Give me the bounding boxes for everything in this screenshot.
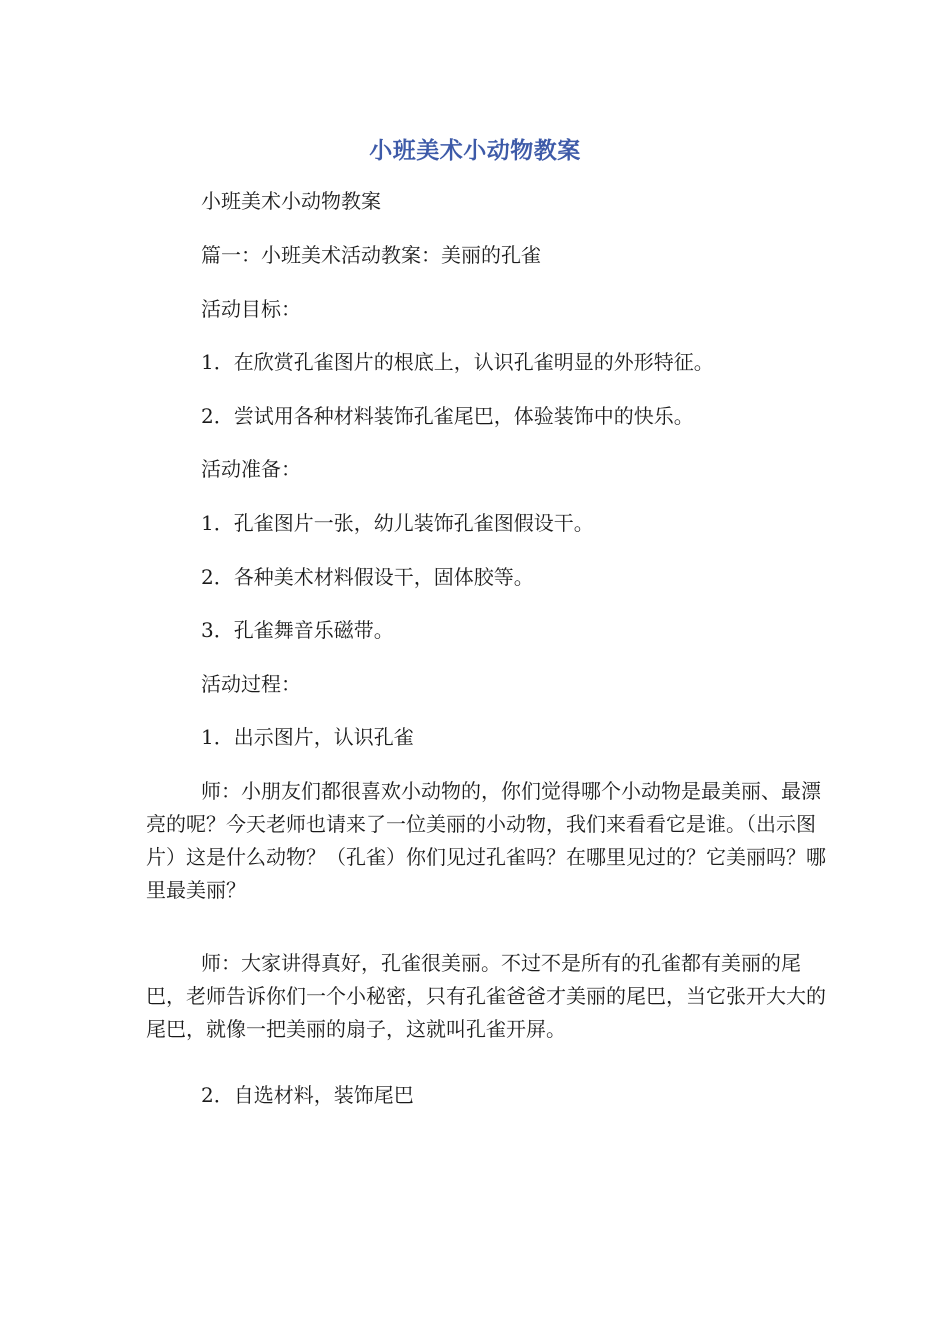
- document-title: 小班美术小动物教案: [369, 138, 581, 164]
- process-step-2: 2．自选材料，装饰尾巴: [201, 1083, 414, 1107]
- process-step-1: 1．出示图片，认识孔雀: [201, 725, 414, 749]
- goal-item-1: 1．在欣赏孔雀图片的根底上，认识孔雀明显的外形特征。: [201, 350, 714, 374]
- heading-activity-process: 活动过程：: [201, 672, 301, 696]
- heading-activity-goals: 活动目标：: [201, 297, 301, 321]
- preparation-item-1: 1．孔雀图片一张，幼儿装饰孔雀图假设干。: [201, 511, 594, 535]
- heading-activity-preparation: 活动准备：: [201, 457, 301, 481]
- section-heading-peacock: 篇一：小班美术活动教案：美丽的孔雀: [201, 243, 541, 267]
- subtitle-line: 小班美术小动物教案: [201, 189, 381, 213]
- teacher-paragraph-1: 师：小朋友们都很喜欢小动物的，你们觉得哪个小动物是最美丽、最漂亮的呢？今天老师也请来了一位美丽的小动物，我们来看看它是谁。（出示图片）这是什么动物？（孔雀）你们见过孔雀吗？在哪里见过的？它美丽吗？哪里最美丽？: [146, 779, 826, 902]
- goal-item-2: 2．尝试用各种材料装饰孔雀尾巴，体验装饰中的快乐。: [201, 404, 694, 428]
- preparation-item-3: 3．孔雀舞音乐磁带。: [201, 618, 394, 642]
- preparation-item-2: 2．各种美术材料假设干，固体胶等。: [201, 565, 534, 589]
- teacher-paragraph-2: 师：大家讲得真好，孔雀很美丽。不过不是所有的孔雀都有美丽的尾巴，老师告诉你们一个小秘密，只有孔雀爸爸才美丽的尾巴，当它张开大大的尾巴，就像一把美丽的扇子，这就叫孔雀开屏。: [146, 951, 826, 1041]
